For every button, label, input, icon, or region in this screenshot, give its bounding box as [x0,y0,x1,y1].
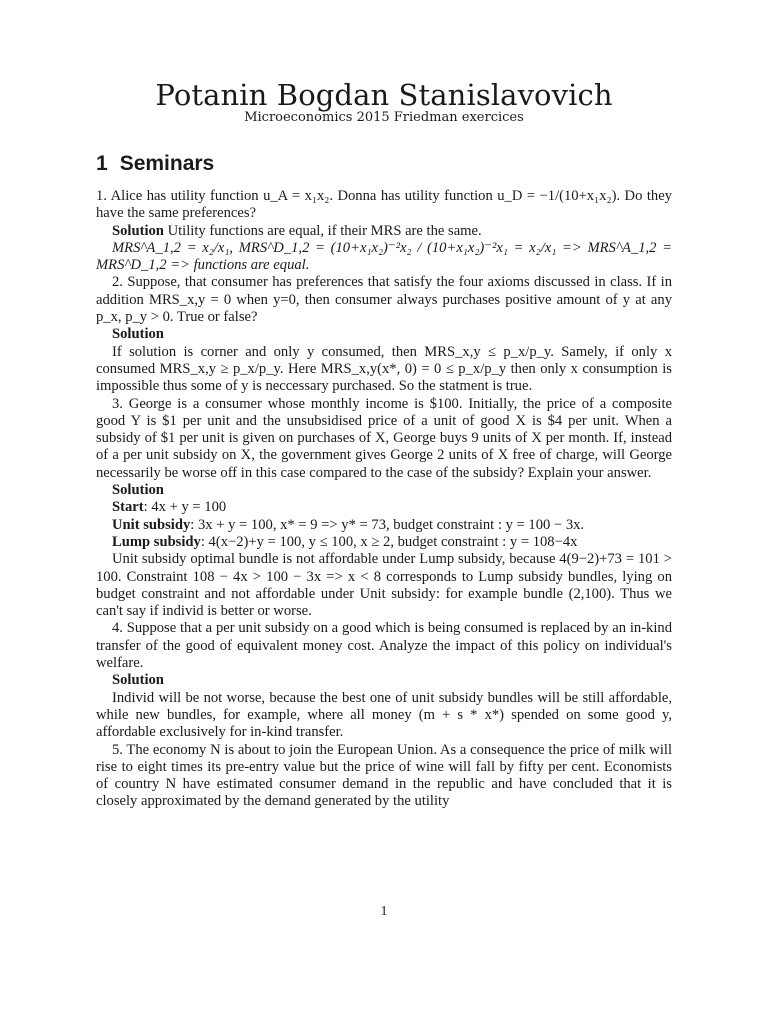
page-number: 1 [380,904,388,919]
paragraph: Start: 4x + y = 100 [112,499,227,516]
paragraph: Solution Utility functions are equal, if their MRS are the same. [112,222,482,239]
document-title: Potanin Bogdan Stanislavovich [155,78,613,112]
paragraph: Lump subsidy: 4(x−2)+y = 100, y ≤ 100, x ≥ 2, budget constraint : y = 108−4x [112,533,578,550]
paragraph: Unit subsidy: 3x + y = 100, x* = 9 => y* = 73, budget constraint : y = 100 − 3x. [112,516,585,533]
paragraph: Solution [112,482,164,499]
section-heading [96,152,214,176]
paragraph: Solution [112,672,164,689]
section-title: Seminars [119,152,215,175]
paragraph: 3. George is a consumer whose monthly income is $100. Initially, the price of a composite good Y is $1 per unit and the unsubsidised price of a unit of good X is $4 per unit. When a subsidy of $1 per unit is given on purchases of X, George buys 9 units of X per month. If, instead of a per unit subsidy on X, the government gives George 2 units of X free of charge, will George necessarily be worse off in this case compared to the case of the subsidy? Explain your answer. [96,395,672,481]
section-number: 1 [96,152,108,175]
paragraph: 2. Suppose, that consumer has preferences that satisfy the four axioms discussed in class. If in addition MRS_x,y = 0 when y=0, then consumer always purchases positive amount of y at any p_x, p_y > 0. True or false? [96,274,672,326]
paragraph: 1. Alice has utility function u_A = x₁x₂. Donna has utility function u_D = −1/(10+x₁x₂). Do they have the same preferences? [96,188,672,222]
paragraph: Individ will be not worse, because the best one of unit subsidy bundles will be still affordable, while new bundles, for example, where all money (m + s * x*) spended on some good y, affordable exclusively for in-kind transfer. [96,689,672,741]
paragraph: 4. Suppose that a per unit subsidy on a good which is being consumed is replaced by an in-kind transfer of the good of equivalent money cost. Analyze the impact of this policy on individual's welfare. [96,620,672,672]
paragraph: MRS^A_1,2 = x₂/x₁, MRS^D_1,2 = (10+x₁x₂)⁻²x₂ / (10+x₁x₂)⁻²x₁ = x₂/x₁ => MRS^A_1,2 = MRS^D_1,2 => functions are equal. [96,239,672,274]
paragraph: 5. The economy N is about to join the European Union. As a consequence the price of milk will rise to eight times its pre-entry value but the price of wine will fall by fifty per cent. Economists of country N have estimated consumer demand in the republic and have concluded that it is closely approximated by the demand generated by the utility [96,741,672,810]
paragraph: Unit subsidy optimal bundle is not affordable under Lump subsidy, because 4(9−2)+73 = 101 > 100. Constraint 108 − 4x > 100 − 3x => x < 8 corresponds to Lump subsidy bundles, lying on budget constraint and not affordable under Unit subsidy: for example bundle (2,100). Thus we can't say if individ is better or worse. [96,551,672,620]
document-body [96,188,672,811]
paragraph: If solution is corner and only y consumed, then MRS_x,y ≤ p_x/p_y. Samely, if only x consumed MRS_x,y ≥ p_x/p_y. Here MRS_x,y(x*, 0) = 0 ≤ p_x/p_y then only x consumption is impossible thus some of y is neccessary purchased. So the statment is true. [96,343,672,395]
paragraph: Solution [112,326,164,343]
document-subtitle: Microeconomics 2015 Friedman exercices [244,110,524,125]
